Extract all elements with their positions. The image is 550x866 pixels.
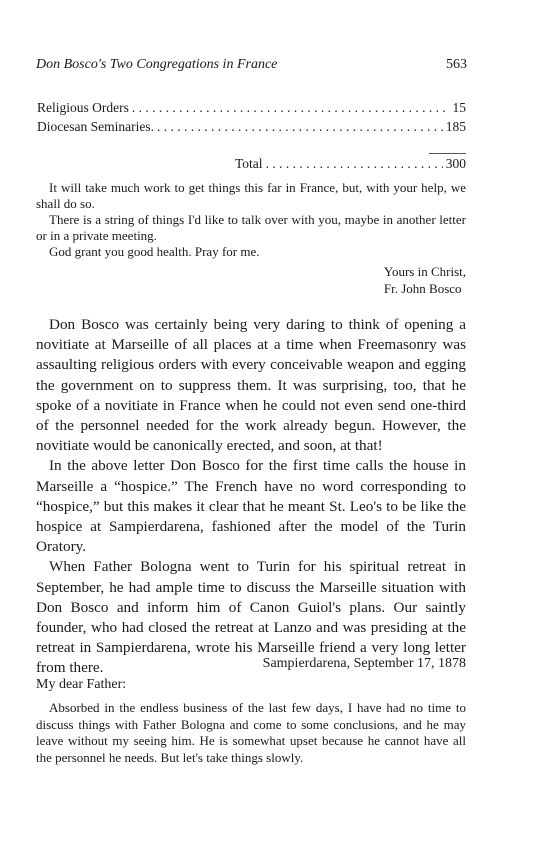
- page-header: [36, 57, 467, 73]
- tally-label: Diocesan Seminaries.: [37, 119, 154, 134]
- letter-paragraph: God grant you good health. Pray for me.: [49, 244, 260, 259]
- body-paragraph: When Father Bologna went to Turin for his spiritual retreat in September, he had ample time to discuss the Marseille situation with Don Bosco and inform him of Canon Guiol's plans. Our saintly founder, who had closed the retreat at Lanzo and was presiding at the retreat in Sampierdarena, wrote his Marseille friend a very long letter from there.: [36, 558, 466, 677]
- leader-dots: [132, 100, 450, 116]
- letter-paragraph: Absorbed in the endless business of the last few days, I have had no time to discuss things with Father Bologna and come to some conclusions, and he may leave without my seeing him. He is somewhat upset because he cannot have all the personnel he needs. But let's take things slowly.: [36, 700, 466, 765]
- body-paragraph: Don Bosco was certainly being very daring to think of opening a novitiate at Marseille of all places at a time when Freemasonry was assaulting religious orders with every conceivable weapon and egging the government on to suppress them. It was surprising, too, that he spoke of a novitiate in France when he could not even send one-third of the personnel needed for the work already begun. However, the novitiate would be canonically erected, and soon, at that!: [36, 316, 466, 455]
- leader-dots: [157, 119, 443, 135]
- second-letter-body: [36, 700, 466, 766]
- letter-excerpt: [36, 180, 466, 260]
- sum-rule: [429, 153, 466, 154]
- total-value: 300: [445, 156, 466, 171]
- letter-paragraph: It will take much work to get things this far in France, but, with your help, we shall do so.: [36, 180, 466, 211]
- tally-total-row: [235, 156, 466, 175]
- leader-dots: [266, 156, 443, 172]
- body-paragraph: In the above letter Don Bosco for the first time calls the house in Marseille a “hospice.” The French have no word corresponding to “hospice,” but this makes it clear that he meant St. Leo's to be like the hospice at Sampierdarena, fashioned after the model of the Turin Oratory.: [36, 457, 466, 556]
- narrative-body: [36, 315, 466, 679]
- total-label: Total: [235, 156, 263, 171]
- running-title: Don Bosco's Two Congregations in France: [36, 57, 278, 72]
- tally-value: 185: [445, 119, 466, 134]
- tally-label: Religious Orders: [37, 100, 129, 115]
- page-number: 563: [446, 57, 467, 72]
- tally-value: 15: [452, 100, 466, 115]
- letter-closing: [384, 263, 466, 297]
- signature: Fr. John Bosco: [383, 281, 462, 296]
- letter-paragraph: There is a string of things I'd like to talk over with you, maybe in another letter or in a private meeting.: [36, 212, 466, 243]
- letter-salutation: My dear Father:: [36, 677, 127, 692]
- closing-phrase: Yours in Christ,: [383, 264, 466, 279]
- tally-row-diocesan-seminaries: [37, 119, 466, 138]
- tally-table: [37, 100, 466, 138]
- letter-dateline: Sampierdarena, September 17, 1878: [262, 656, 466, 671]
- tally-row-religious-orders: [37, 100, 466, 119]
